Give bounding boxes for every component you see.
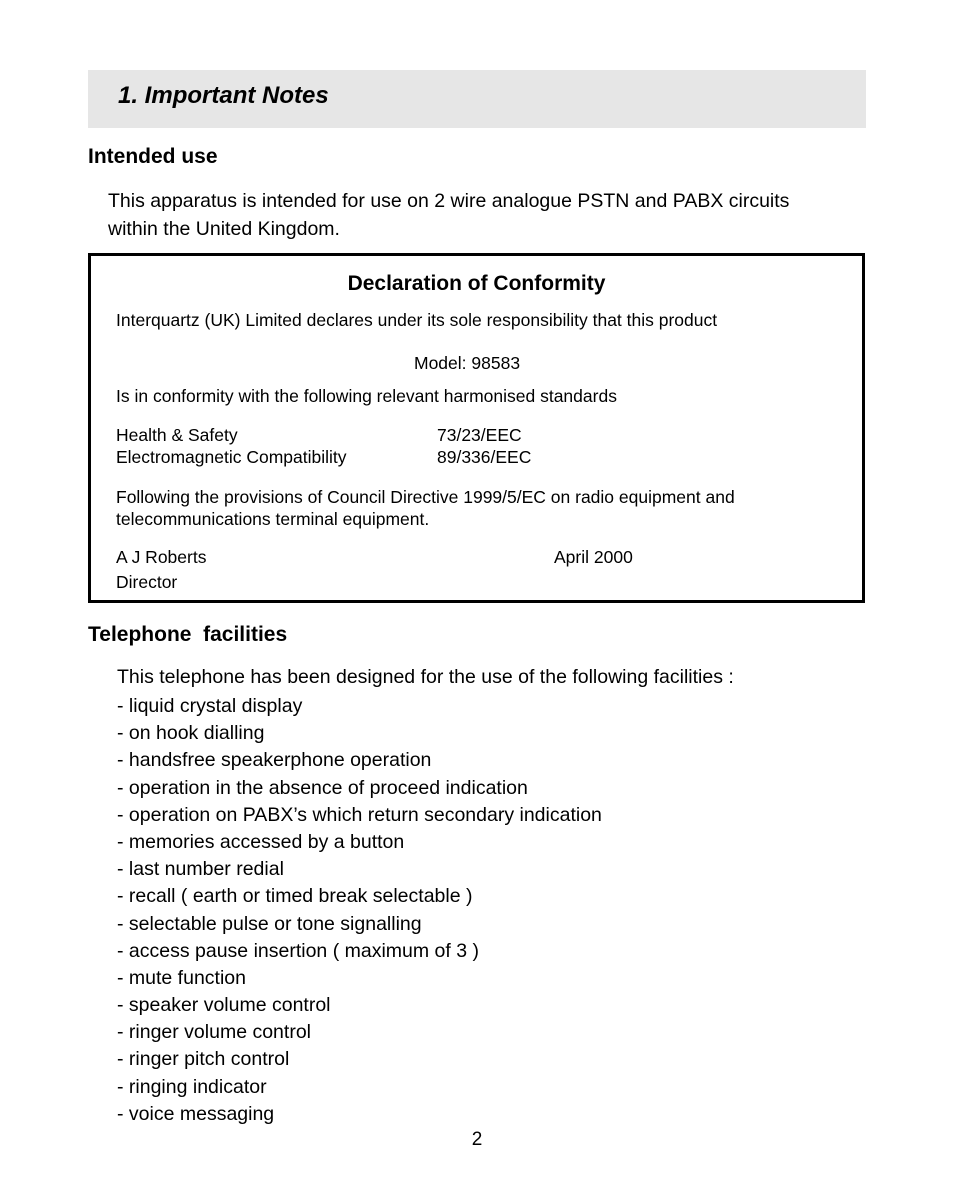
list-item: - mute function <box>117 966 246 989</box>
intended-use-line-2: within the United Kingdom. <box>108 218 340 240</box>
standard-name: Electromagnetic Compatibility <box>116 447 347 467</box>
page-number: 2 <box>471 1129 483 1150</box>
list-item: - ringer pitch control <box>117 1048 290 1071</box>
declaration-date: April 2000 <box>554 547 633 567</box>
facilities-intro: This telephone has been designed for the use of the following facilities : <box>117 666 734 688</box>
declaration-conformity: Is in conformity with the following relevant harmonised standards <box>116 386 617 406</box>
list-item: - handsfree speakerphone operation <box>117 749 432 772</box>
intended-use-heading: Intended use <box>88 145 218 168</box>
declaration-statement: Interquartz (UK) Limited declares under its sole responsibility that this product <box>116 310 718 330</box>
signatory-name: A J Roberts <box>116 547 207 567</box>
declaration-title: Declaration of Conformity <box>347 272 606 295</box>
standard-code: 73/23/EEC <box>437 425 522 445</box>
list-item: - on hook dialling <box>117 722 265 745</box>
list-item: - operation on PABX’s which return secondary indication <box>117 803 602 826</box>
declaration-box <box>88 253 865 603</box>
standard-name: Health & Safety <box>116 425 238 445</box>
list-item: - liquid crystal display <box>117 695 303 717</box>
intended-use-line-1: This apparatus is intended for use on 2 wire analogue PSTN and PABX circuits <box>108 190 790 212</box>
list-item: - ringer volume control <box>117 1021 311 1044</box>
facilities-list <box>117 693 602 1128</box>
list-item: - selectable pulse or tone signalling <box>117 912 422 935</box>
section-header-bar <box>88 70 866 128</box>
list-item: - speaker volume control <box>117 994 331 1017</box>
standard-code: 89/336/EEC <box>437 447 532 467</box>
list-item: - operation in the absence of proceed indication <box>117 776 528 799</box>
declaration-provisions-line-2: telecommunications terminal equipment. <box>116 509 430 529</box>
declaration-model: Model: 98583 <box>414 353 521 373</box>
list-item: - recall ( earth or timed break selectable ) <box>117 885 473 908</box>
signatory-title: Director <box>116 572 178 592</box>
list-item: - memories accessed by a button <box>117 830 405 853</box>
declaration-provisions-line-1: Following the provisions of Council Directive 1999/5/EC on radio equipment and <box>116 487 735 507</box>
list-item: - ringing indicator <box>117 1075 267 1098</box>
section-title: 1. Important Notes <box>118 82 329 109</box>
list-item: - access pause insertion ( maximum of 3 ) <box>117 939 479 962</box>
list-item: - last number redial <box>117 858 284 881</box>
facilities-heading: Telephone facilities <box>88 623 288 646</box>
list-item: - voice messaging <box>117 1102 275 1125</box>
